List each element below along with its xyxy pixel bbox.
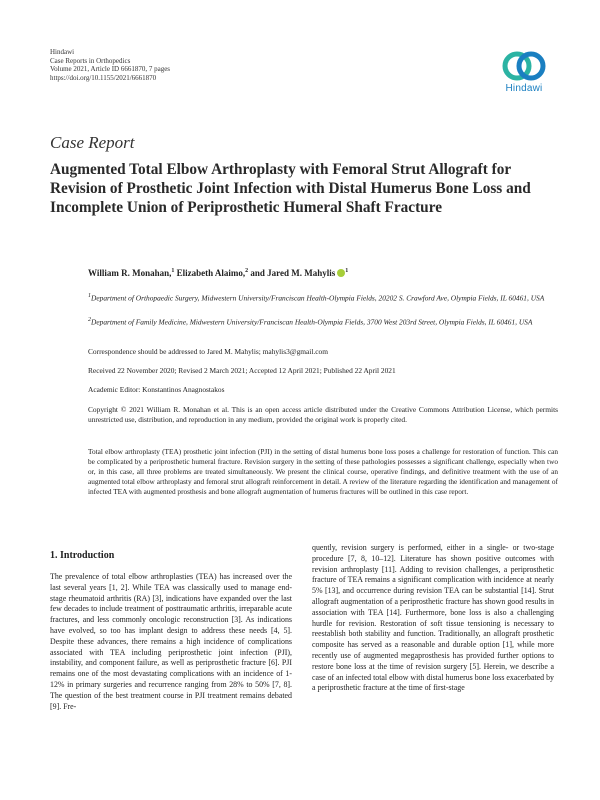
- author-list: [88, 268, 348, 278]
- author-1[interactable]: William R. Monahan,: [88, 268, 172, 278]
- affiliation-1-text: Department of Orthopaedic Surgery, Midwestern University/Franciscan Health-Olympia Fields, 20202 S. Crawford Ave, Olympia Fields, IL 60461, USA: [91, 293, 545, 303]
- correspondence: Correspondence should be addressed to Jared M. Mahylis; mahylis3@gmail.com: [88, 347, 328, 356]
- author-3[interactable]: Jared M. Mahylis: [267, 268, 336, 278]
- academic-editor: Academic Editor: Konstantinos Anagnostakos: [88, 385, 225, 394]
- affiliation-2-text: Department of Family Medicine, Midwestern University/Franciscan Health-Olympia Fields, 3700 West 203rd Street, Olympia Fields, IL 60461, USA: [91, 317, 533, 327]
- author-3-affiliation: 1: [345, 268, 349, 274]
- body-text-right-column: quently, revision surgery is performed, either in a single- or two-stage procedure [7, 8, 10–12]. Literature has shown positive outcomes with revision arthroplasty [11]. Adding to revision challenges, a periprosthetic fracture of TEA remains a significant complication with incidence at nearly 5% [13], and occurrence during revision TEA can be substantial [14]. Strut allograft augmentation of a periprosthetic fracture has shown good results in association with TEA [14]. Furthermore, bone loss is also a challenging hurdle for revision. Restoration of soft tissue tensioning is necessary to reestablish both stability and function. Traditionally, an allograft prosthetic composite has served as a reasonable and durable option [1], while more recently use of augmented megaprosthesis has provided further options to restore bone loss at the time of revision surgery [5]. Herein, we describe a case of an infected total elbow with distal humerus bone loss exacerbated by a periprosthetic fracture at the time of first-stage: [312, 543, 554, 693]
- author-2[interactable]: Elizabeth Alaimo,: [176, 268, 246, 278]
- hindawi-logo: [494, 50, 554, 94]
- abstract: Total elbow arthroplasty (TEA) prosthetic joint infection (PJI) in the setting of distal humerus bone loss poses a challenge for restoration of function. This can be complicated by a periprosthetic humeral fracture. Revision surgery in the setting of these pathologies possesses a significant challenge, especially when two or, in this case, all three problems are treated simultaneously. We present the clinical course, operative findings, and definitive treatment with the use of an augmented total elbow arthroplasty and femoral strut allograft reinforcement in detail. A review of the literature regarding the identification and management of infected TEA with augmented prosthesis and bone allograft augmentation of humerus fractures will be outlined in this case report.: [88, 447, 558, 497]
- hindawi-logo-text: Hindawi: [505, 83, 543, 94]
- journal-doi[interactable]: https://doi.org/10.1155/2021/6661870: [50, 73, 157, 82]
- article-dates: Received 22 November 2020; Revised 2 March 2021; Accepted 12 April 2021; Published 22 April 2021: [88, 366, 396, 375]
- author-conjunction: and: [250, 268, 265, 278]
- hindawi-logo-icon: [501, 50, 547, 82]
- journal-name: Case Reports in Orthopedics: [50, 56, 131, 65]
- affiliation-1: [88, 291, 558, 304]
- affiliation-2: [88, 315, 558, 328]
- article-type: Case Report: [50, 133, 135, 152]
- publisher-name: Hindawi: [50, 48, 75, 56]
- article-title: Augmented Total Elbow Arthroplasty with Femoral Strut Allograft for Revision of Prosthetic Joint Infection with Distal Humerus Bone Loss and Incomplete Union of Periprosthetic Humeral Shaft Fracture: [50, 161, 531, 216]
- affiliation-2-number: 2: [88, 317, 91, 323]
- author-2-affiliation: 2: [245, 268, 249, 274]
- journal-volume: Volume 2021, Article ID 6661870, 7 pages: [50, 65, 171, 74]
- journal-meta: [50, 48, 170, 82]
- copyright-notice: Copyright © 2021 William R. Monahan et al. This is an open access article distributed under the Creative Commons Attribution License, which permits unrestricted use, distribution, and reproduction in any medium, provided the original work is properly cited.: [88, 405, 558, 424]
- body-text-left-column: The prevalence of total elbow arthroplasties (TEA) has increased over the last several years [1, 2]. While TEA was classically used to manage end-stage rheumatoid arthritis (RA) [3], indications have expanded over the last few decades to include treatment of posttraumatic arthritis, irreparable acute fractures, and less commonly oncologic reconstruction [3]. As indications have evolved, so too has implant design to address these needs [4, 5]. Despite these advances, there remains a high incidence of complications associated with TEA including periprosthetic joint infection (PJI), instability, and component failure, as well as periprosthetic fracture [6]. PJI remains one of the most devastating complications with an incidence of 1-12% in primary surgeries and recurrence ranging from 28% to 50% [7, 8]. The question of the best treatment course in PJI treatment remains debated [9]. Fre-: [50, 572, 292, 711]
- author-1-affiliation: 1: [171, 268, 175, 274]
- section-heading-introduction: 1. Introduction: [50, 550, 115, 561]
- affiliation-1-number: 1: [88, 293, 91, 299]
